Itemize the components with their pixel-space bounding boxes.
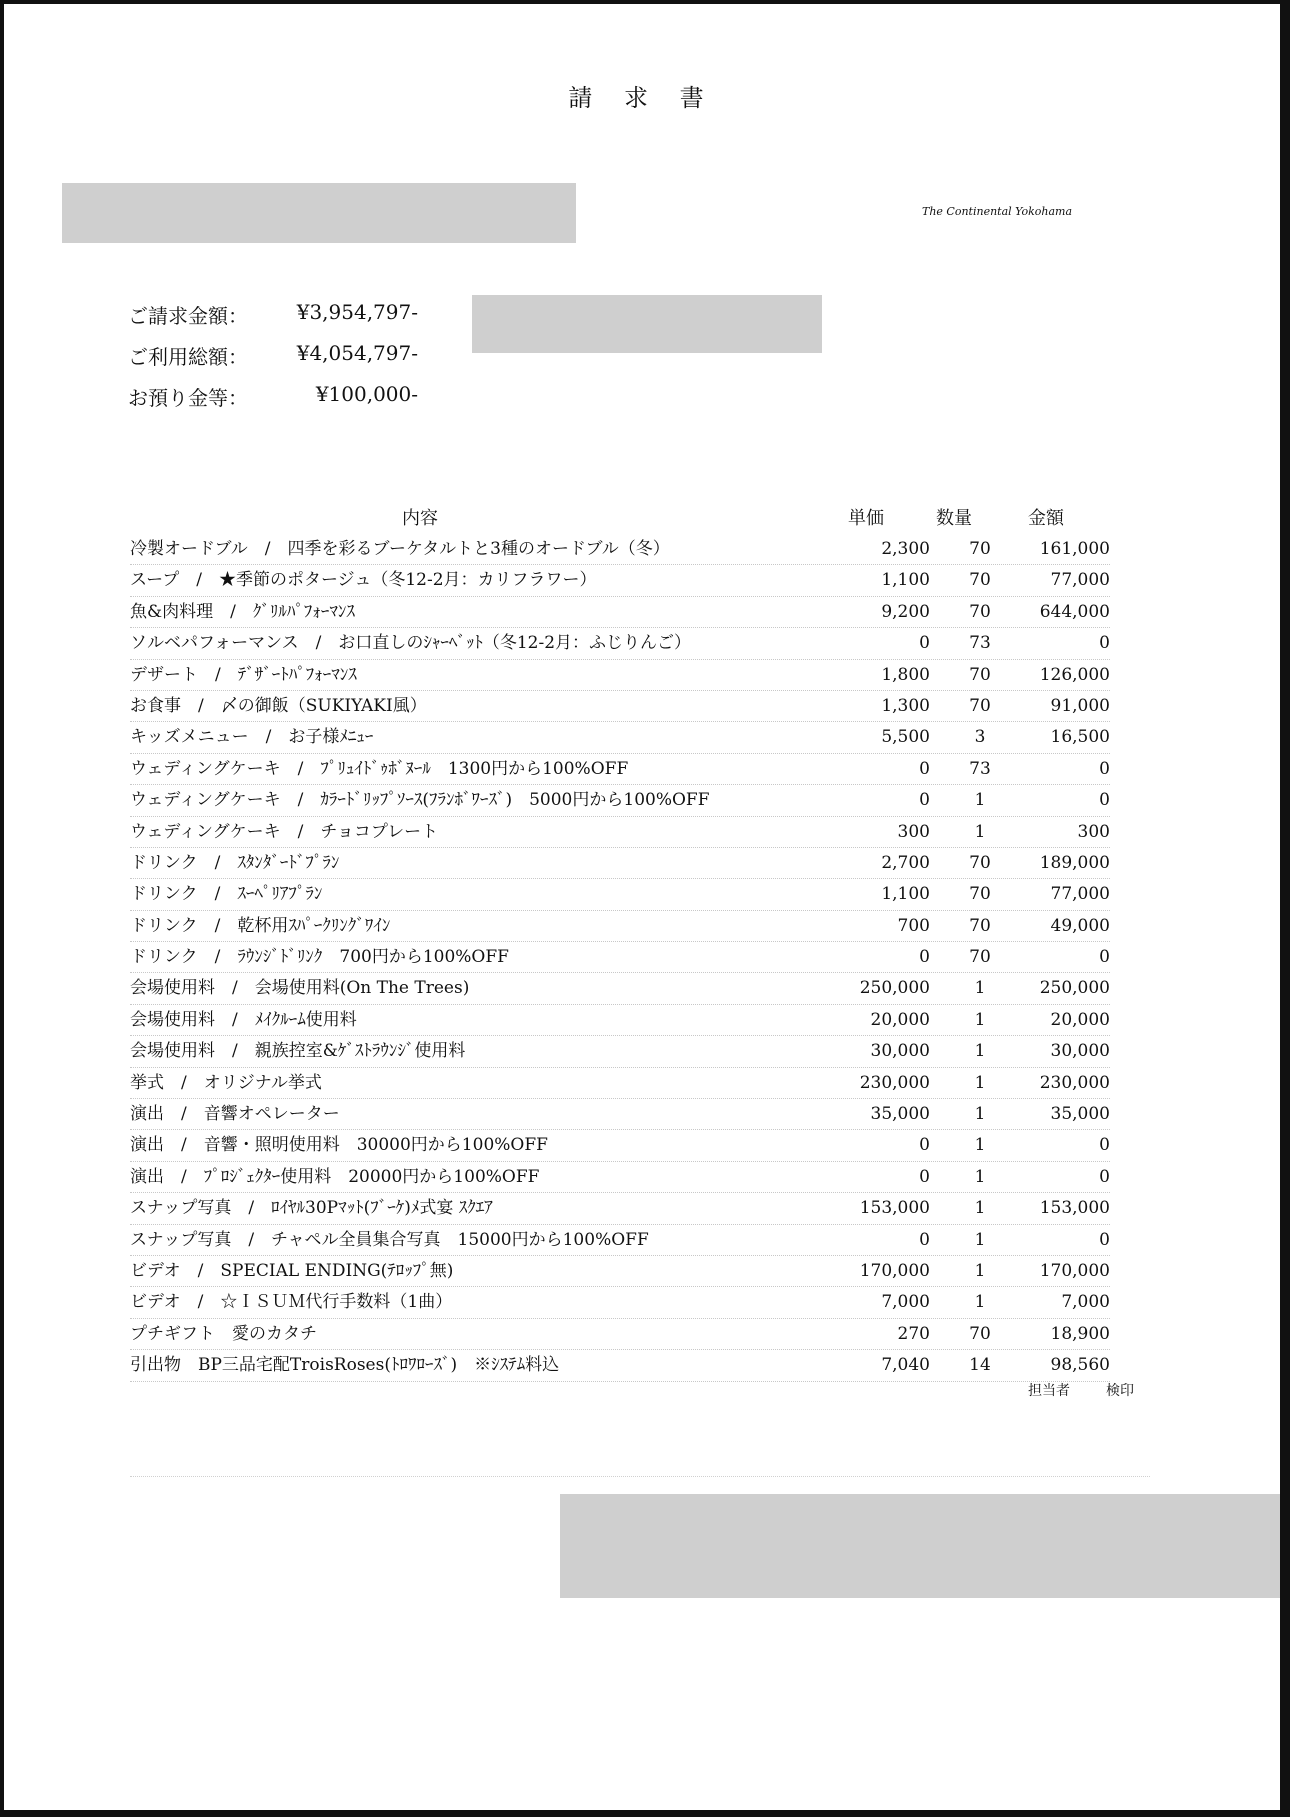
row-quantity: 1 <box>974 1260 986 1281</box>
table-row <box>130 817 1110 848</box>
row-description: ドリンク / 乾杯用ｽﾊﾟｰｸﾘﾝｸﾞﾜｲﾝ <box>130 915 391 936</box>
table-row <box>130 628 1110 659</box>
row-amount: 0 <box>1099 1229 1110 1250</box>
row-unit-price: 270 <box>897 1323 930 1344</box>
table-row <box>130 1287 1110 1318</box>
table-row <box>130 1099 1110 1130</box>
row-amount: 49,000 <box>1050 915 1110 936</box>
row-amount: 0 <box>1099 758 1110 779</box>
row-unit-price: 20,000 <box>870 1009 930 1030</box>
row-quantity: 3 <box>974 727 986 748</box>
row-amount: 126,000 <box>1039 664 1110 685</box>
table-row <box>130 1036 1110 1067</box>
row-amount: 153,000 <box>1039 1198 1110 1219</box>
row-amount: 35,000 <box>1050 1104 1110 1125</box>
row-description: 演出 / 音響・照明使用料 30000円から100%OFF <box>130 1135 548 1156</box>
row-quantity: 70 <box>969 884 991 905</box>
row-unit-price: 0 <box>919 947 930 968</box>
row-description: スナップ写真 / ﾛｲﾔﾙ30Pﾏｯﾄ(ﾌﾞｰｹ)ﾒ式宴 ｽｸｴｱ <box>130 1198 493 1219</box>
row-description: 魚&肉料理 / ｸﾞﾘﾙﾊﾟﾌｫｰﾏﾝｽ <box>130 601 355 622</box>
invoice-page <box>4 4 1280 1810</box>
row-amount: 91,000 <box>1050 695 1110 716</box>
staff-label: 担当者 <box>1028 1383 1070 1399</box>
row-unit-price: 1,300 <box>881 695 930 716</box>
summary-value: ¥100,000- <box>315 382 418 406</box>
row-unit-price: 300 <box>897 821 930 842</box>
row-description: ビデオ / SPECIAL ENDING(ﾃﾛｯﾌﾟ無) <box>130 1260 454 1281</box>
row-amount: 644,000 <box>1039 601 1110 622</box>
row-description: ビデオ / ☆ＩＳＵＭ代行手数料（1曲） <box>130 1292 453 1313</box>
row-amount: 0 <box>1099 1135 1110 1156</box>
table-row <box>130 534 1110 565</box>
row-unit-price: 1,100 <box>881 884 930 905</box>
row-quantity: 14 <box>969 1355 991 1376</box>
row-description: デザート / ﾃﾞｻﾞｰﾄﾊﾟﾌｫｰﾏﾝｽ <box>130 664 357 685</box>
row-quantity: 70 <box>969 947 991 968</box>
row-amount: 18,900 <box>1050 1323 1110 1344</box>
row-quantity: 1 <box>974 1009 986 1030</box>
table-row <box>130 691 1110 722</box>
row-description: ドリンク / ｽﾀﾝﾀﾞｰﾄﾞﾌﾟﾗﾝ <box>130 852 340 873</box>
row-unit-price: 0 <box>919 758 930 779</box>
row-unit-price: 5,500 <box>881 727 930 748</box>
row-amount: 77,000 <box>1050 884 1110 905</box>
row-quantity: 1 <box>974 1072 986 1093</box>
row-unit-price: 2,300 <box>881 539 930 559</box>
row-description: ドリンク / ﾗｳﾝｼﾞﾄﾞﾘﾝｸ 700円から100%OFF <box>130 947 509 968</box>
table-row <box>130 1350 1110 1381</box>
table-row <box>130 1162 1110 1193</box>
table-row <box>130 879 1110 910</box>
line-items-table <box>130 504 1110 1382</box>
row-description: スープ / ★季節のポタージュ（冬12-2月：カリフラワー） <box>130 570 597 591</box>
row-description: スナップ写真 / チャペル全員集合写真 15000円から100%OFF <box>130 1229 649 1250</box>
table-row <box>130 1225 1110 1256</box>
row-quantity: 70 <box>969 915 991 936</box>
row-amount: 189,000 <box>1039 852 1110 873</box>
summary-value: ¥4,054,797- <box>296 341 418 365</box>
table-row <box>130 973 1110 1004</box>
row-description: ウェディングケーキ / チョコプレート <box>130 821 439 842</box>
row-amount: 77,000 <box>1050 570 1110 591</box>
table-row <box>130 1319 1110 1350</box>
row-quantity: 1 <box>974 1166 986 1187</box>
row-amount: 230,000 <box>1039 1072 1110 1093</box>
summary-label: ご請求金額： <box>128 304 248 328</box>
row-description: 引出物 BP三品宅配TroisRoses(ﾄﾛﾜﾛｰｽﾞ) ※ｼｽﾃﾑ料込 <box>130 1355 560 1376</box>
row-amount: 250,000 <box>1039 978 1110 999</box>
row-amount: 0 <box>1099 790 1110 811</box>
row-amount: 0 <box>1099 633 1110 654</box>
row-unit-price: 9,200 <box>881 601 930 622</box>
row-description: ドリンク / ｽｰﾍﾟﾘｱﾌﾟﾗﾝ <box>130 884 323 905</box>
table-row <box>130 1256 1110 1287</box>
table-row <box>130 911 1110 942</box>
row-description: 会場使用料 / ﾒｲｸﾙｰﾑ使用料 <box>130 1009 357 1030</box>
row-description: 会場使用料 / 親族控室&ｹﾞｽﾄﾗｳﾝｼﾞ使用料 <box>130 1041 466 1062</box>
row-unit-price: 0 <box>919 633 930 654</box>
row-quantity: 1 <box>974 1292 986 1313</box>
row-amount: 7,000 <box>1061 1292 1110 1313</box>
header-amount: 金額 <box>1028 508 1064 529</box>
row-quantity: 1 <box>974 1104 986 1125</box>
row-quantity: 70 <box>969 664 991 685</box>
row-unit-price: 1,100 <box>881 570 930 591</box>
row-quantity: 1 <box>974 1041 986 1062</box>
table-header <box>130 504 1110 534</box>
row-amount: 0 <box>1099 1166 1110 1187</box>
hotel-logo: The Continental Yokohama <box>922 205 1073 218</box>
table-body <box>130 534 1110 1382</box>
header-description: 内容 <box>402 508 438 529</box>
row-quantity: 1 <box>974 1229 986 1250</box>
row-unit-price: 7,040 <box>881 1355 930 1376</box>
row-description: 挙式 / オリジナル挙式 <box>130 1072 322 1093</box>
row-description: 演出 / ﾌﾟﾛｼﾞｪｸﾀｰ使用料 20000円から100%OFF <box>130 1166 540 1187</box>
row-quantity: 1 <box>974 790 986 811</box>
table-row <box>130 785 1110 816</box>
summary-value: ¥3,954,797- <box>296 300 418 324</box>
header-unit-price: 単価 <box>848 508 884 529</box>
row-amount: 300 <box>1077 821 1110 842</box>
table-row <box>130 565 1110 596</box>
row-amount: 161,000 <box>1039 539 1110 559</box>
row-unit-price: 170,000 <box>859 1260 930 1281</box>
row-description: 会場使用料 / 会場使用料(On The Trees) <box>130 978 470 999</box>
row-unit-price: 230,000 <box>859 1072 930 1093</box>
table-row <box>130 1130 1110 1161</box>
row-unit-price: 0 <box>919 1135 930 1156</box>
row-amount: 98,560 <box>1050 1355 1110 1376</box>
row-quantity: 70 <box>969 570 991 591</box>
table-row <box>130 597 1110 628</box>
row-quantity: 1 <box>974 821 986 842</box>
table-row <box>130 1193 1110 1224</box>
row-amount: 0 <box>1099 947 1110 968</box>
summary-label: ご利用総額： <box>128 345 248 369</box>
redacted-block-footer <box>560 1494 1280 1598</box>
row-quantity: 1 <box>974 1198 986 1219</box>
row-unit-price: 1,800 <box>881 664 930 685</box>
row-unit-price: 153,000 <box>859 1198 930 1219</box>
row-description: ウェディングケーキ / ﾌﾟﾘｭｲﾄﾞｩﾎﾞﾇｰﾙ 1300円から100%OFF <box>130 758 629 779</box>
row-unit-price: 2,700 <box>881 852 930 873</box>
row-description: キッズメニュー / お子様ﾒﾆｭｰ <box>130 727 374 748</box>
row-quantity: 73 <box>969 633 991 654</box>
row-unit-price: 250,000 <box>859 978 930 999</box>
header-quantity: 数量 <box>936 508 972 529</box>
summary-label: お預り金等： <box>128 386 248 410</box>
row-unit-price: 7,000 <box>881 1292 930 1313</box>
row-quantity: 1 <box>974 978 986 999</box>
row-amount: 30,000 <box>1050 1041 1110 1062</box>
redacted-block-customer <box>62 183 576 243</box>
table-row <box>130 848 1110 879</box>
row-description: 冷製オードブル / 四季を彩るブーケタルトと3種のオードブル（冬） <box>130 539 670 559</box>
table-row <box>130 942 1110 973</box>
row-unit-price: 0 <box>919 1229 930 1250</box>
divider <box>130 1476 1150 1477</box>
row-amount: 170,000 <box>1039 1260 1110 1281</box>
row-description: ソルベパフォーマンス / お口直しのｼｬｰﾍﾞｯﾄ（冬12-2月：ふじりんご） <box>130 633 692 654</box>
row-description: 演出 / 音響オペレーター <box>130 1104 340 1125</box>
table-row <box>130 722 1110 753</box>
page-title: 請 求 書 <box>568 84 716 112</box>
row-quantity: 1 <box>974 1135 986 1156</box>
row-quantity: 70 <box>969 695 991 716</box>
row-unit-price: 700 <box>897 915 930 936</box>
row-amount: 20,000 <box>1050 1009 1110 1030</box>
row-unit-price: 35,000 <box>870 1104 930 1125</box>
row-unit-price: 0 <box>919 790 930 811</box>
row-unit-price: 30,000 <box>870 1041 930 1062</box>
row-unit-price: 0 <box>919 1166 930 1187</box>
table-row <box>130 660 1110 691</box>
table-row <box>130 1005 1110 1036</box>
row-quantity: 70 <box>969 539 991 559</box>
table-row <box>130 754 1110 785</box>
row-quantity: 70 <box>969 1323 991 1344</box>
row-quantity: 70 <box>969 601 991 622</box>
row-amount: 16,500 <box>1050 727 1110 748</box>
row-quantity: 70 <box>969 852 991 873</box>
row-quantity: 73 <box>969 758 991 779</box>
redacted-block-summary <box>472 295 822 353</box>
seal-label: 検印 <box>1106 1383 1134 1399</box>
row-description: お食事 / 〆の御飯（SUKIYAKI風） <box>130 695 427 716</box>
row-description: ウェディングケーキ / ｶﾗｰﾄﾞﾘｯﾌﾟｿｰｽ(ﾌﾗﾝﾎﾞﾜｰｽﾞ) 5000円から100%OFF <box>130 790 710 811</box>
table-row <box>130 1068 1110 1099</box>
row-description: プチギフト 愛のカタチ <box>130 1323 317 1344</box>
